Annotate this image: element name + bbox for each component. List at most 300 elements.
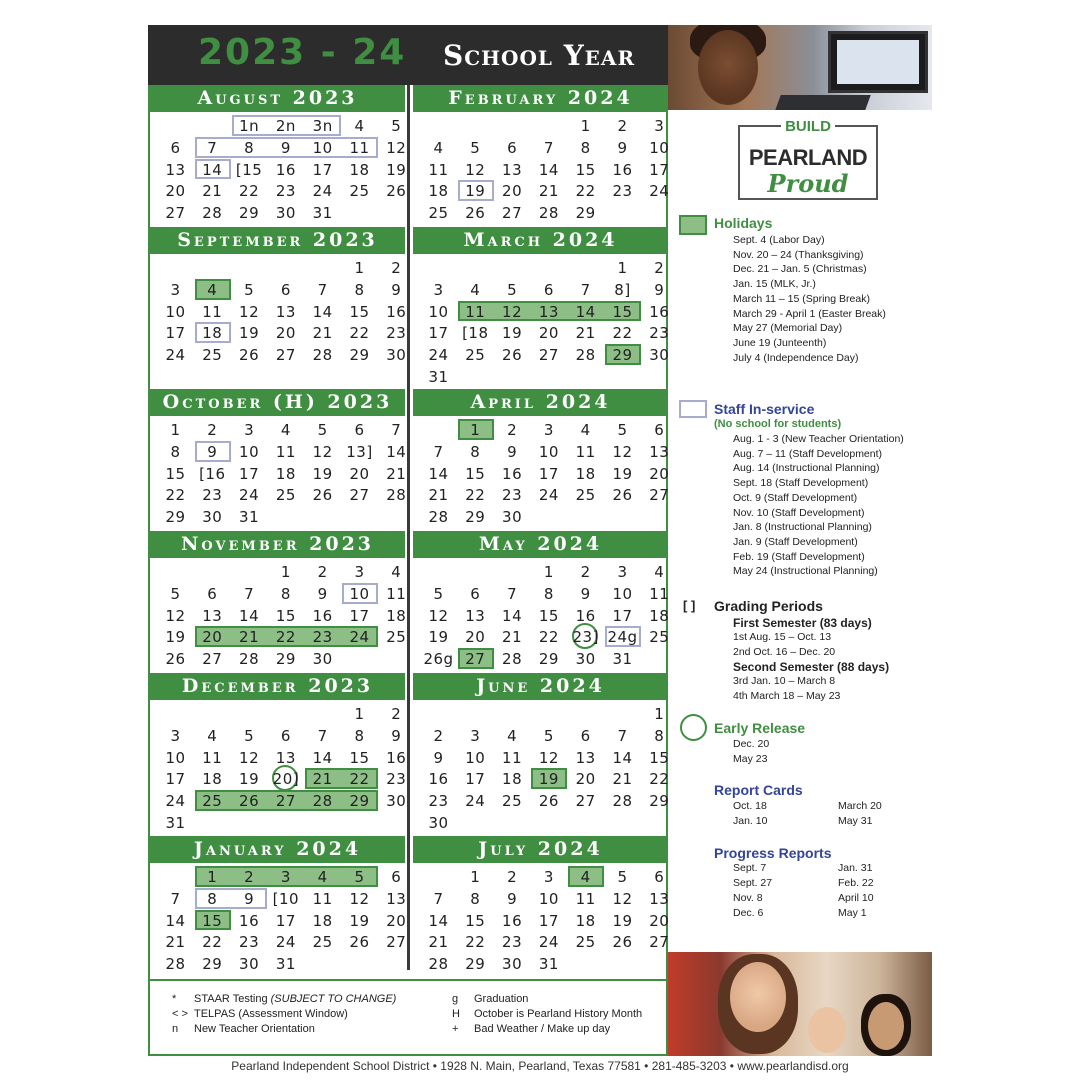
calendar-day: 7 [507, 584, 518, 603]
calendar-day: 20 [165, 182, 186, 201]
calendar-day: 29 [538, 650, 559, 669]
calendar-day: 3n [312, 117, 333, 135]
calendar-day: 15 [465, 911, 486, 930]
calendar-day: 20 [649, 464, 670, 483]
calendar-day: 6 [280, 280, 291, 299]
student-face [868, 1002, 904, 1050]
calendar-day: 7 [617, 726, 628, 745]
calendar-day: 24 [165, 346, 186, 365]
calendar-day: 30 [386, 792, 407, 811]
calendar-day: 14 [428, 911, 449, 930]
calendar-day: 7 [433, 442, 444, 461]
note-staar: * STAAR Testing (SUBJECT TO CHANGE) [172, 993, 397, 1005]
month-header: December 2023 [150, 673, 405, 700]
calendar-day: 29 [465, 508, 486, 527]
calendar-day: 19 [502, 324, 523, 343]
calendar-day: 12 [612, 442, 633, 461]
progress-report-date: Sept. 27 [733, 877, 773, 889]
logo-build-text: BUILD [781, 118, 835, 135]
calendar-day: 21 [612, 770, 633, 789]
calendar-day: 16 [312, 606, 333, 625]
calendar-day: 21 [202, 182, 223, 201]
calendar-day: 13 [275, 748, 296, 767]
calendar-day: 4 [317, 868, 328, 886]
month-header: July 2024 [413, 836, 668, 863]
calendar-day: 19 [312, 464, 333, 483]
calendar-day: 19 [239, 770, 260, 789]
calendar-day: 12 [312, 442, 333, 461]
calendar-day: 4 [470, 280, 481, 299]
calendar-day: 3 [617, 563, 628, 581]
calendar-day: 13 [649, 442, 670, 461]
calendar-day: 25 [386, 628, 407, 647]
calendar-day: 1 [280, 563, 291, 581]
calendar-day: 28 [386, 486, 407, 505]
calendar-day: 30 [312, 650, 333, 669]
calendar-day: 5 [354, 868, 365, 886]
holiday-item: July 4 (Independence Day) [733, 351, 859, 364]
calendar-day: 9 [391, 280, 402, 299]
calendar-day: 4 [433, 138, 444, 157]
calendar-day: 10 [612, 584, 633, 603]
calendar-day: 28 [312, 346, 333, 365]
calendar-day: 9 [617, 138, 628, 157]
calendar-day: 7 [317, 726, 328, 745]
holiday-item: Dec. 21 – Jan. 5 (Christmas) [733, 263, 867, 276]
calendar-day: 28 [165, 955, 186, 974]
note-bad-weather: + Bad Weather / Make up day [452, 1023, 611, 1035]
calendar-day: 11 [349, 138, 370, 157]
calendar-day: 15 [349, 748, 370, 767]
calendar-day: 21 [312, 770, 333, 789]
calendar-day: 31 [165, 814, 186, 832]
calendar-day: 25 [275, 486, 296, 505]
calendar-day: 22 [239, 182, 260, 201]
calendar-day: 18 [502, 770, 523, 789]
calendar-day: 30 [202, 508, 223, 527]
calendar-day: 8 [580, 138, 591, 157]
calendar-day: 25 [575, 933, 596, 952]
calendar-day: 16 [275, 160, 296, 179]
calendar-day: 25 [649, 628, 670, 647]
calendar-day: 11 [649, 584, 670, 603]
calendar-day: 19 [428, 628, 449, 647]
calendar-day: 4 [207, 726, 218, 745]
calendar-day: 31 [538, 955, 559, 974]
legend-grading-title: Grading Periods [714, 598, 823, 614]
calendar-day: 19 [612, 911, 633, 930]
calendar-day: 7 [433, 889, 444, 908]
calendar-day: 22 [575, 182, 596, 201]
calendar-day: 8 [170, 442, 181, 461]
calendar-day: [15 [235, 160, 263, 179]
calendar-day: 16 [575, 606, 596, 625]
calendar-day: 21 [428, 933, 449, 952]
calendar-day: 21 [575, 324, 596, 343]
calendar-day: 4 [354, 117, 365, 135]
calendar-day: 2 [507, 868, 518, 886]
calendar-day: 8 [354, 280, 365, 299]
calendar-day: 5 [391, 117, 402, 135]
student-face [808, 1007, 846, 1053]
calendar-day: 11 [575, 889, 596, 908]
calendar-day: 4 [580, 868, 591, 886]
calendar-day: 5 [170, 584, 181, 603]
calendar-day: 28 [312, 792, 333, 811]
calendar-day: 1 [543, 563, 554, 581]
calendar-day: 21 [538, 182, 559, 201]
calendar-day: 2 [317, 563, 328, 581]
calendar-day: 13 [165, 160, 186, 179]
calendar-day: 4 [507, 726, 518, 745]
calendar-day: 3 [470, 726, 481, 745]
calendar-day: 28 [202, 204, 223, 223]
calendar-day: 17 [312, 160, 333, 179]
calendar-day: 29 [202, 955, 223, 974]
calendar-day: 5 [470, 138, 481, 157]
calendar-day: 30 [502, 955, 523, 974]
calendar-day: 17 [465, 770, 486, 789]
calendar-day: 12 [612, 889, 633, 908]
calendar-day: 28 [575, 346, 596, 365]
calendar-day: 2 [654, 259, 665, 277]
calendar-day: 29 [575, 204, 596, 223]
calendar-day: 8 [244, 138, 255, 157]
calendar-day: 26 [502, 346, 523, 365]
calendar-day: 2 [391, 705, 402, 723]
calendar-day: 1 [617, 259, 628, 277]
calendar-day: 31 [428, 368, 449, 386]
calendar-day: 27 [275, 346, 296, 365]
teacher-face [730, 962, 786, 1032]
calendar-day: 5 [244, 726, 255, 745]
calendar-day: 22 [349, 770, 370, 789]
calendar-day: 28 [612, 792, 633, 811]
calendar-day: 1 [354, 705, 365, 723]
report-card-date: May 31 [838, 815, 873, 827]
inservice-item: Aug. 1 - 3 (New Teacher Orientation) [733, 433, 904, 445]
calendar-day: 27 [275, 792, 296, 811]
inservice-item: Oct. 9 (Staff Development) [733, 491, 858, 504]
calendar-day: 22 [612, 324, 633, 343]
calendar-day: 23 [428, 792, 449, 811]
inservice-swatch-icon [679, 400, 707, 418]
calendar-day: 29 [239, 204, 260, 223]
calendar-day: 5 [617, 868, 628, 886]
calendar-day: 4 [654, 563, 665, 581]
calendar-day: 2 [580, 563, 591, 581]
grading-item: 1st Aug. 15 – Oct. 13 [733, 631, 832, 643]
calendar-day: [18 [462, 324, 489, 343]
holiday-item: March 11 – 15 (Spring Break) [733, 292, 870, 305]
calendar-day: 27 [649, 933, 670, 952]
calendar-day: 15 [575, 160, 596, 179]
calendar-day: 10 [165, 748, 186, 767]
legend-staff-title: Staff In-service [714, 401, 815, 417]
report-card-date: Jan. 10 [733, 815, 768, 827]
logo-proud-text: Proud [767, 169, 849, 198]
calendar-day: 24g [607, 628, 638, 647]
calendar-day: 27 [538, 346, 559, 365]
calendar-day: 3 [654, 117, 665, 135]
calendar-day: 22 [465, 933, 486, 952]
calendar-day: 15 [612, 302, 633, 321]
calendar-day: 13 [465, 606, 486, 625]
calendar-day: 8] [614, 280, 631, 299]
calendar-day: 8 [470, 442, 481, 461]
calendar-day: 2 [433, 726, 444, 745]
calendar-day: 22 [538, 628, 559, 647]
calendar-day: 30 [502, 508, 523, 527]
inservice-item: May 24 (Instructional Planning) [733, 565, 878, 578]
calendar-day: 26g [423, 650, 454, 669]
calendar-day: 2 [391, 259, 402, 277]
calendar-day: 24 [428, 346, 449, 365]
calendar-day: 18 [275, 464, 296, 483]
calendar-day: 12 [502, 302, 523, 321]
month-header: March 2024 [413, 227, 668, 254]
calendar-day: 20 [386, 911, 407, 930]
calendar-day: 20 [649, 911, 670, 930]
report-card-date: March 20 [838, 800, 882, 812]
calendar-day: 20 [538, 324, 559, 343]
calendar-day: 30 [428, 814, 449, 832]
calendar-day: 3 [280, 868, 291, 886]
calendar-day: 7 [317, 280, 328, 299]
calendar-day: 22 [649, 770, 670, 789]
calendar-day: 7 [543, 138, 554, 157]
calendar-day: 14 [502, 606, 523, 625]
calendar-day: 18 [575, 911, 596, 930]
calendar-day: 20 [502, 182, 523, 201]
calendar-day: 3 [170, 726, 181, 745]
calendar-day: 12 [386, 138, 407, 157]
calendar-day: 8 [354, 726, 365, 745]
legend-holidays-title: Holidays [714, 215, 773, 231]
calendar-day: 13 [275, 302, 296, 321]
month-header: January 2024 [150, 836, 405, 863]
calendar-day: 17 [165, 324, 186, 343]
calendar-day: 19 [386, 160, 407, 179]
calendar-day: 21 [428, 486, 449, 505]
grading-item: 2nd Oct. 16 – Dec. 20 [733, 646, 836, 658]
calendar-day: 17 [428, 324, 449, 343]
calendar-day: 5 [244, 280, 255, 299]
legend-report-cards-title: Report Cards [714, 782, 803, 798]
calendar-day: 14 [202, 160, 223, 179]
student-photo-top [668, 25, 932, 110]
inservice-item: Nov. 10 (Staff Development) [733, 506, 865, 519]
calendar-day: 13 [649, 889, 670, 908]
calendar-day: 8 [543, 584, 554, 603]
calendar-day: 30 [239, 955, 260, 974]
calendar-day: 20 [349, 464, 370, 483]
calendar-day: 25 [465, 346, 486, 365]
calendar-day: 17 [649, 160, 670, 179]
calendar-day: 26 [165, 650, 186, 669]
calendar-day: 6 [654, 421, 665, 439]
month-header: August 2023 [150, 85, 405, 112]
calendar-day: 6 [580, 726, 591, 745]
calendar-day: 13 [202, 606, 223, 625]
calendar-day: 8 [280, 584, 291, 603]
calendar-day: 30 [275, 204, 296, 223]
month-header: September 2023 [150, 227, 405, 254]
legend-progress-reports-title: Progress Reports [714, 845, 832, 861]
holiday-item: Jan. 15 (MLK, Jr.) [733, 278, 816, 291]
calendar-day: 3 [543, 868, 554, 886]
calendar-day: 21 [312, 324, 333, 343]
calendar-day: 13 [538, 302, 559, 321]
calendar-day: 21 [386, 464, 407, 483]
early-release-circle-icon [680, 714, 707, 741]
calendar-day: 28 [502, 650, 523, 669]
calendar-day: 9 [433, 748, 444, 767]
calendar-day: 12 [465, 160, 486, 179]
calendar-day: 10 [538, 442, 559, 461]
calendar-day: 11 [202, 302, 223, 321]
calendar-day: 19 [239, 324, 260, 343]
calendar-day: 3 [244, 421, 255, 439]
calendar-day: 29 [165, 508, 186, 527]
calendar-day: 23 [612, 182, 633, 201]
calendar-day: 23 [386, 324, 407, 343]
month-header: October (H) 2023 [150, 389, 405, 416]
calendar-day: 7 [170, 889, 181, 908]
calendar-day: 11 [202, 748, 223, 767]
inservice-item: Feb. 19 (Staff Development) [733, 550, 865, 563]
calendar-day: 13 [502, 160, 523, 179]
calendar-day: 9 [507, 889, 518, 908]
calendar-header [148, 25, 668, 85]
calendar-day: 7 [580, 280, 591, 299]
calendar-day: 25 [428, 204, 449, 223]
calendar-day: 14 [312, 302, 333, 321]
legend-early-release-title: Early Release [714, 720, 806, 736]
calendar-day: 24 [538, 933, 559, 952]
calendar-day: 14 [538, 160, 559, 179]
calendar-day: 20 [465, 628, 486, 647]
calendar-day: 19 [465, 182, 486, 201]
calendar-day: 11 [465, 302, 486, 321]
calendar-day: 16 [386, 302, 407, 321]
calendar-day: 12 [165, 606, 186, 625]
calendar-day: 2 [207, 421, 218, 439]
calendar-day: 26 [538, 792, 559, 811]
calendar-day: 9 [507, 442, 518, 461]
calendar-day: 6 [543, 280, 554, 299]
calendar-day: 7 [391, 421, 402, 439]
calendar-day: 23 [502, 486, 523, 505]
progress-report-date: Feb. 22 [838, 877, 874, 889]
calendar-day: 11 [428, 160, 449, 179]
calendar-day: 9 [391, 726, 402, 745]
calendar-day: 15 [165, 464, 186, 483]
calendar-day: 5 [433, 584, 444, 603]
calendar-day: 24 [349, 628, 370, 647]
calendar-day: 17 [538, 911, 559, 930]
calendar-day: 17 [239, 464, 260, 483]
calendar-day: 31 [312, 204, 333, 223]
calendar-day: 9 [280, 138, 291, 157]
calendar-day: 9 [580, 584, 591, 603]
logo-pearland-text: PEARLAND [748, 145, 868, 170]
calendar-day: 14 [239, 606, 260, 625]
calendar-day: 1 [580, 117, 591, 135]
calendar-day: 9 [244, 889, 255, 908]
classroom-photo-bottom [668, 952, 932, 1056]
calendar-day: 27 [349, 486, 370, 505]
early-release-item: May 23 [733, 753, 768, 765]
calendar-day: 12 [538, 748, 559, 767]
grading-item: 3rd Jan. 10 – March 8 [733, 675, 836, 687]
calendar-day: 20] [272, 770, 300, 789]
calendar-day: 26 [312, 486, 333, 505]
calendar-day: 27 [649, 486, 670, 505]
holiday-item: May 27 (Memorial Day) [733, 322, 843, 335]
calendar-day: 16 [649, 302, 670, 321]
notes-box [148, 980, 668, 1056]
calendar-day: 21 [165, 933, 186, 952]
calendar-day: 11 [312, 889, 333, 908]
report-card-date: Oct. 18 [733, 800, 767, 812]
calendar-day: 2 [507, 421, 518, 439]
calendar-day: 23 [202, 486, 223, 505]
month-header: April 2024 [413, 389, 668, 416]
calendar-day: 29 [612, 346, 633, 365]
calendar-day: 6 [354, 421, 365, 439]
calendar-day: 22 [465, 486, 486, 505]
calendar-day: 22 [275, 628, 296, 647]
calendar-day: 23 [386, 770, 407, 789]
calendar-day: 7 [244, 584, 255, 603]
calendar-day: 15 [538, 606, 559, 625]
calendar-day: 30 [575, 650, 596, 669]
calendar-day: 23] [572, 628, 599, 647]
calendar-day: 29 [349, 346, 370, 365]
calendar-day: 16 [502, 464, 523, 483]
calendar-day: 26 [239, 346, 260, 365]
progress-report-date: Jan. 31 [838, 862, 873, 874]
calendar-day: 25 [202, 792, 223, 811]
calendar-day: 10 [239, 442, 260, 461]
calendar-day: 8 [470, 889, 481, 908]
header-title: School Year [443, 39, 636, 72]
calendar-day: 24 [312, 182, 333, 201]
inservice-item: Aug. 14 (Instructional Planning) [733, 462, 880, 475]
keyboard [775, 95, 870, 110]
calendar-day: 16 [612, 160, 633, 179]
calendar-day: 7 [207, 138, 218, 157]
calendar-day: 13 [575, 748, 596, 767]
calendar-day: 1 [470, 421, 481, 439]
calendar-day: 26 [239, 792, 260, 811]
calendar-day: 30 [386, 346, 407, 365]
progress-report-date: Dec. 6 [733, 907, 764, 919]
calendar-day: 25 [502, 792, 523, 811]
calendar-day: 31 [275, 955, 296, 974]
calendar-day: 15 [649, 748, 670, 767]
calendar-day: 24 [465, 792, 486, 811]
calendar-day: 27 [465, 650, 486, 669]
calendar-day: 29 [275, 650, 296, 669]
calendar-day: 28 [538, 204, 559, 223]
calendar-day: 14 [428, 464, 449, 483]
inservice-item: Jan. 8 (Instructional Planning) [733, 521, 872, 534]
month-header: June 2024 [413, 673, 668, 700]
calendar-day: 17 [349, 606, 370, 625]
calendar-day: 18 [386, 606, 407, 625]
